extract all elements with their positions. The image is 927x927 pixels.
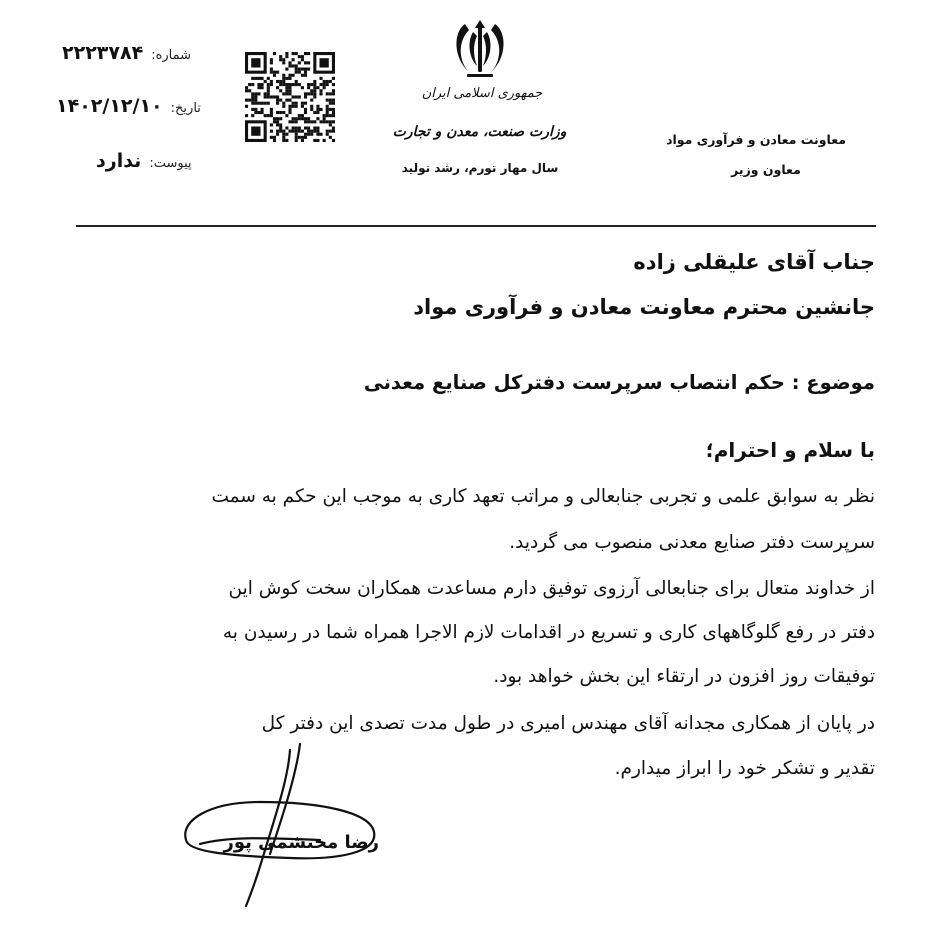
body-line: تقدیر و تشکر خود را ابراز میدارم. [614,758,875,779]
attachment-value: ندارد [96,150,142,172]
recipient-name: جناب آقای علیقلی زاده [633,250,875,274]
body-line: در پایان از همکاری مجدانه آقای مهندس امیری در طول مدت تصدی این دفتر کل [261,713,875,734]
signature-icon [170,740,390,910]
date-value: ۱۴۰۲/۱۲/۱۰ [56,95,163,117]
body-line: نظر به سوابق علمی و تجربی جنابعالی و مراتب تعهد کاری به موجب این حکم به سمت [211,486,875,507]
year-slogan: سال مهار تورم، رشد تولید [401,161,559,175]
iran-emblem-icon [447,18,513,80]
recipient-role: جانشین محترم معاونت معادن و فرآوری مواد [413,295,875,319]
deputy-subtitle: معاون وزیر [731,162,801,177]
qr-code-icon [244,52,336,142]
number-value: ۲۲۲۳۷۸۴ [62,42,144,64]
letter-number [62,42,191,64]
letter-date [56,95,201,117]
number-label: شماره: [151,48,192,63]
attachment-label: پیوست: [149,156,192,171]
header-divider [76,225,876,227]
letter-attachment [96,150,192,172]
signatory-name: رضا محتشمی پور [223,832,379,853]
country-title: جمهوری اسلامی ایران [421,86,543,101]
date-label: تاریخ: [170,101,201,116]
body-line: دفتر در رفع گلوگاههای کاری و تسریع در اقدامات لازم الاجرا همراه شما در رسیدن به [222,622,875,643]
body-line: توفیقات روز افزون در ارتقاء این بخش خواهد بود. [493,666,875,687]
ministry-title: وزارت صنعت، معدن و تجارت [392,124,567,140]
greeting: با سلام و احترام؛ [705,438,875,462]
body-line: سرپرست دفتر صنایع معدنی منصوب می گردید. [509,532,875,553]
letter-subject: موضوع : حکم انتصاب سرپرست دفترکل صنایع معدنی [363,371,875,394]
deputy-title: معاونت معادن و فرآوری مواد [666,132,846,147]
body-line: از خداوند متعال برای جنابعالی آرزوی توفیق دارم مساعدت همکاران سخت کوش این [228,578,875,599]
